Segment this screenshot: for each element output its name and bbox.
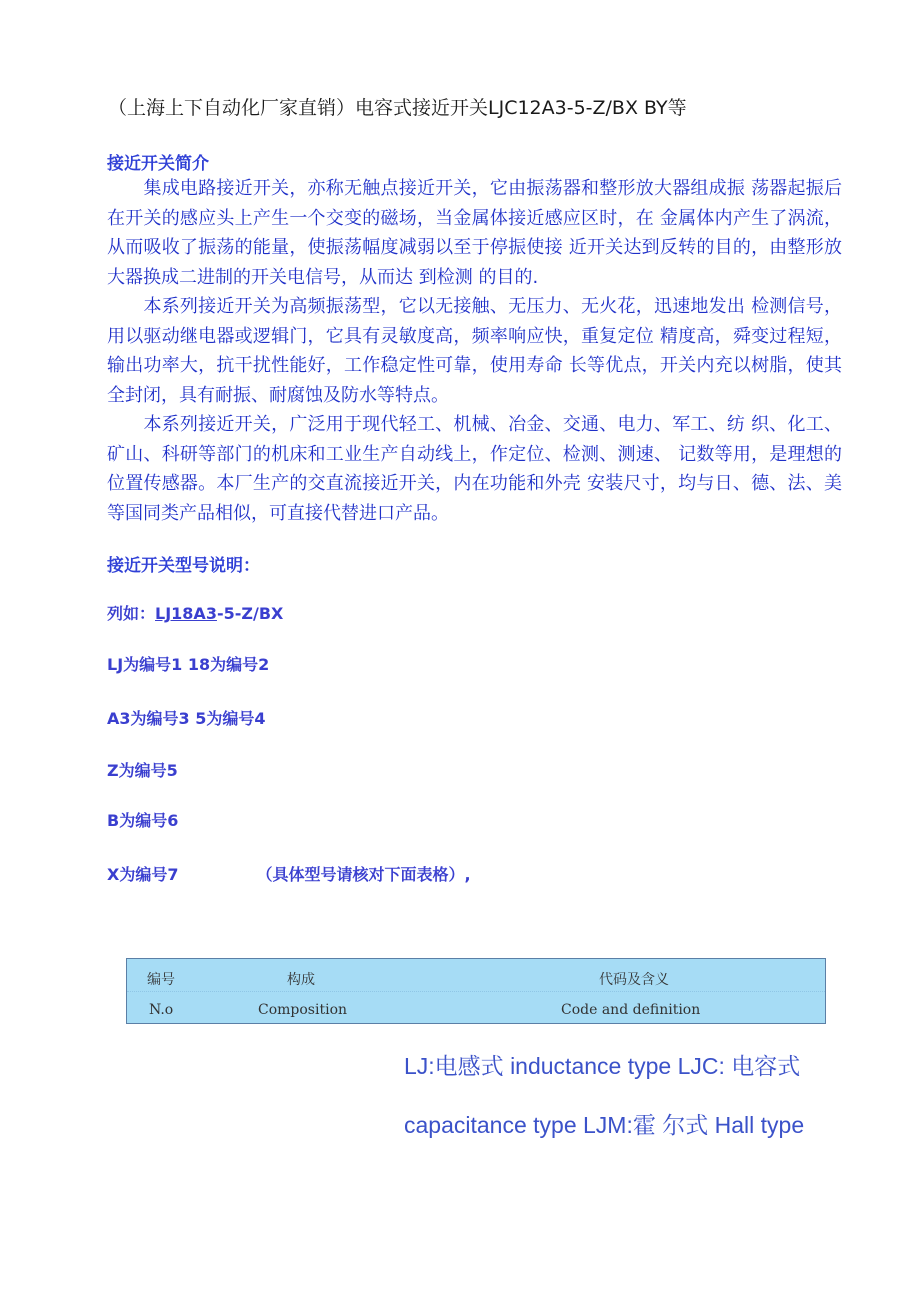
table-col1-header-en: N.o — [149, 1002, 174, 1018]
code-line-1: LJ为编号1 18为编号2 — [107, 655, 270, 674]
table-col2-header-cn: 构成 — [287, 972, 315, 988]
intro-paragraph-3: 本系列接近开关，广泛用于现代轻工、机械、冶金、交通、电力、军工、纺 织、化工、矿山、科研等部门的机床和工业生产自动线上，作定位、检测、测速、 记数等用，是理想的位置传感器。本厂生产的交直流接近开关，内在功能和外壳 安装尺寸，均与日、德、法、美等国同类产品相似，可直接代替进口产品。 — [107, 414, 842, 524]
model-example-prefix: 列如： — [107, 604, 156, 623]
spec-table — [126, 958, 826, 1024]
type-line-1: LJ:电感式 inductance type LJC: 电容式 — [404, 1053, 801, 1079]
code-line-3: Z为编号5 — [107, 761, 178, 780]
intro-paragraph-1: 集成电路接近开关，亦称无触点接近开关，它由振荡器和整形放大器组成振 荡器起振后在开关的感应头上产生一个交变的磁场，当金属体接近感应区时，在 金属体内产生了涡流，从而吸收了振荡的能量，使振荡幅度减弱以至于停振使接 近开关达到反转的目的，由整形放大器换成二进制的开关电信号，从而达 到检测 的目的. — [107, 178, 842, 288]
code-note: （具体型号请核对下面表格）, — [256, 865, 471, 884]
table-col3-header-en: Code and definition — [561, 1002, 701, 1018]
model-example — [107, 601, 283, 624]
table-col1-header-cn: 编号 — [147, 972, 175, 988]
code-line-2: A3为编号3 5为编号4 — [107, 709, 266, 728]
model-example-underlined: LJ18A3 — [155, 604, 217, 623]
page-title: （上海上下自动化厂家直销）电容式接近开关LJC12A3-5-Z/BX BY等 — [108, 97, 687, 119]
code-line-5 — [107, 862, 471, 885]
table-row-divider — [127, 991, 825, 992]
code-line-4: B为编号6 — [107, 811, 179, 830]
table-col3-header-cn: 代码及含义 — [599, 972, 669, 988]
type-line-2: capacitance type LJM:霍 尔式 Hall type — [404, 1112, 805, 1138]
table-col2-header-en: Composition — [258, 1002, 348, 1018]
intro-paragraph-2: 本系列接近开关为高频振荡型，它以无接触、无压力、无火花，迅速地发出 检测信号，用以驱动继电器或逻辑门，它具有灵敏度高，频率响应快，重复定位 精度高，舜变过程短，输出功率大，抗干扰性能好，工作稳定性可靠，使用寿命 长等优点，开关内充以树脂，使其全封闭，具有耐振、耐腐蚀及防水等特点。 — [107, 296, 842, 406]
intro-heading: 接近开关简介 — [107, 154, 209, 174]
code-line-5-text: X为编号7 — [107, 865, 179, 884]
model-example-rest: -5-Z/BX — [216, 604, 284, 623]
model-heading: 接近开关型号说明： — [107, 556, 260, 576]
